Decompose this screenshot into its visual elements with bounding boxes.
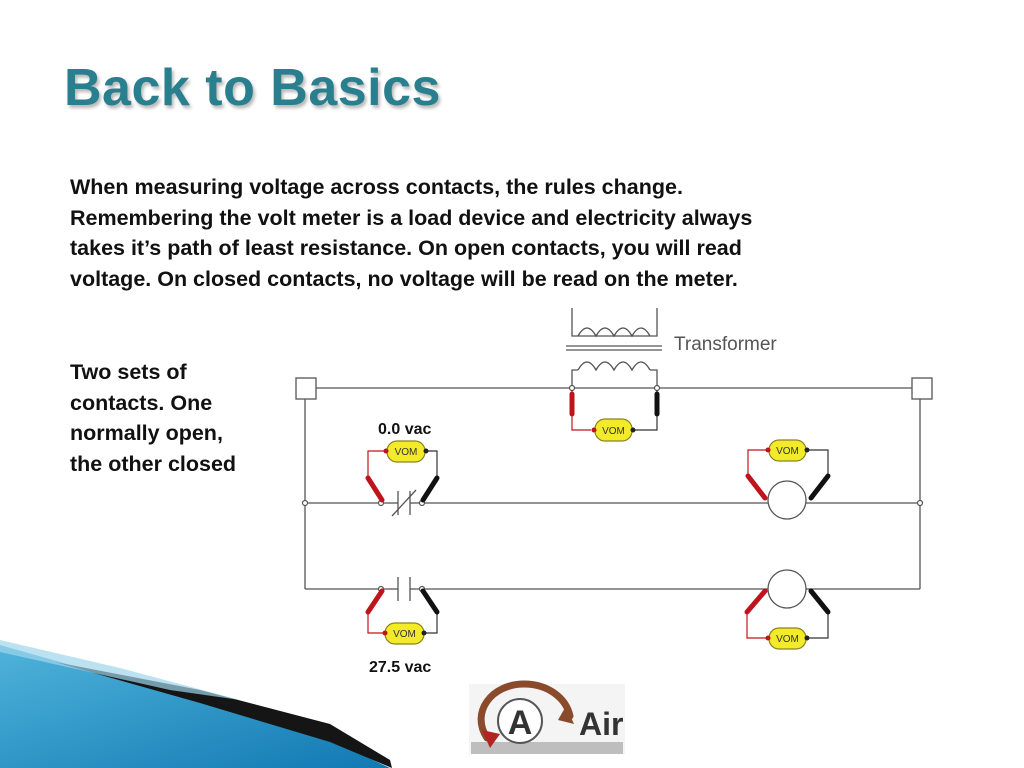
vom-label: VOM	[776, 634, 799, 645]
transformer-secondary	[572, 362, 657, 388]
normally-closed-contact	[388, 490, 416, 516]
paragraph-line: voltage. On closed contacts, no voltage will be read on the meter.	[70, 266, 738, 291]
right-terminal	[912, 378, 932, 399]
normally-open-contact	[388, 577, 416, 601]
junction-dot	[570, 386, 575, 391]
junction-dot	[303, 501, 308, 506]
logo-text: Air	[579, 706, 624, 742]
logo-letter: A	[507, 704, 533, 742]
load-coil-2	[768, 570, 806, 608]
note-line: the other closed	[70, 451, 237, 476]
paragraph-line: takes it’s path of least resistance. On open contacts, you will read	[70, 236, 742, 260]
transformer-label: Transformer	[674, 334, 777, 355]
vom-label: VOM	[776, 446, 799, 457]
slide-title: Back to Basics	[64, 59, 441, 117]
vom-meter-transformer	[572, 390, 657, 441]
note-line: contacts. One	[70, 390, 213, 415]
junction-dot	[655, 386, 660, 391]
vom-label: VOM	[602, 426, 625, 437]
company-logo	[469, 684, 625, 754]
transformer-primary	[572, 308, 657, 336]
junction-dot	[918, 501, 923, 506]
vom-meter-open-contact	[368, 591, 437, 644]
load-coil-1	[768, 481, 806, 519]
vom-label: VOM	[393, 629, 416, 640]
vom-label: VOM	[394, 447, 418, 458]
note-line: normally open,	[70, 421, 223, 445]
vom-meter-coil-1	[748, 440, 828, 498]
paragraph-line: When measuring voltage across contacts, the rules change.	[70, 175, 683, 199]
vom-meter-coil-2	[747, 591, 828, 649]
reading-closed-contact: 0.0 vac	[378, 421, 432, 438]
note-line: Two sets of	[70, 360, 187, 384]
reading-open-contact: 27.5 vac	[369, 659, 432, 676]
paragraph-line: Remembering the volt meter is a load device and electricity always	[70, 205, 753, 230]
left-terminal	[296, 378, 316, 399]
vom-meter-closed-contact	[368, 441, 437, 500]
